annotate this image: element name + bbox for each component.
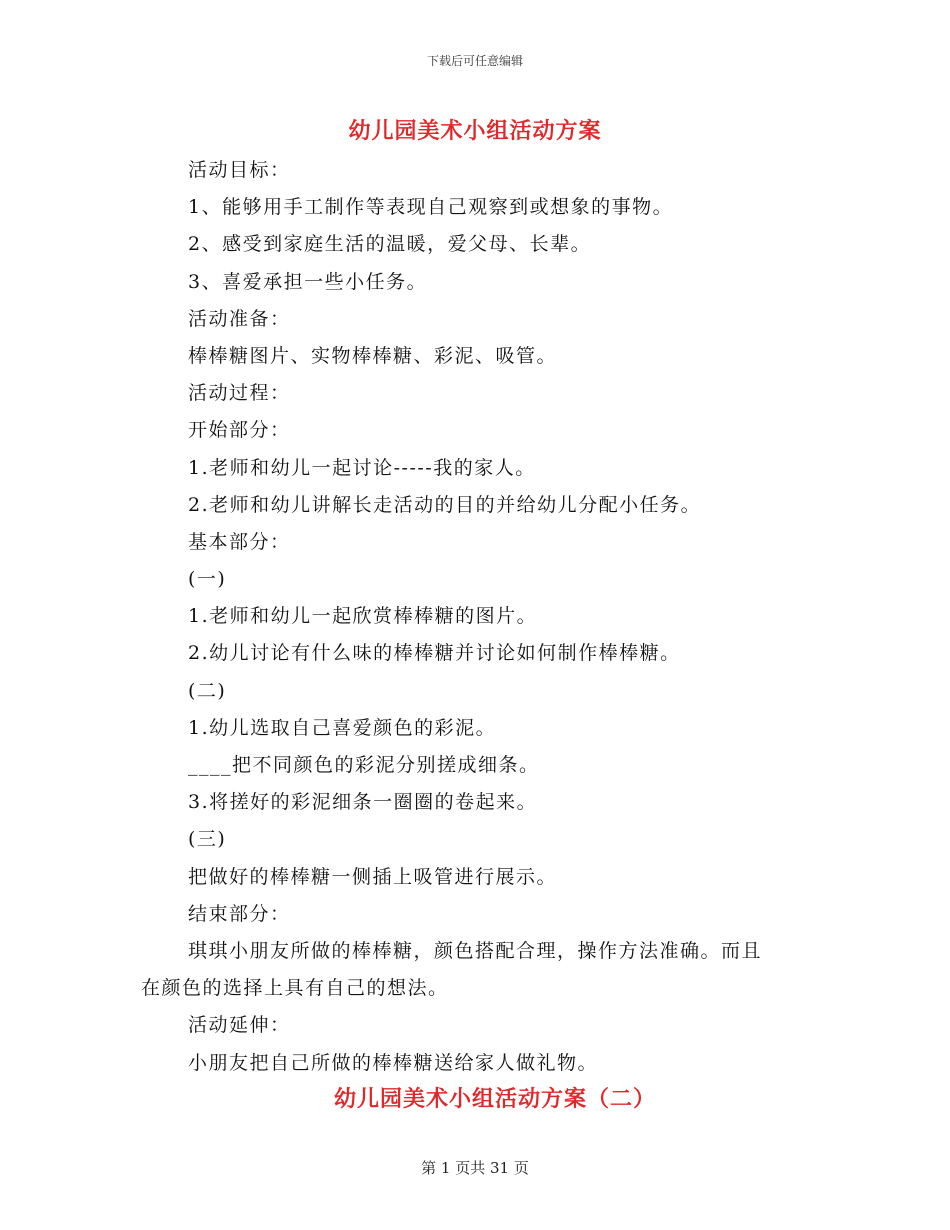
- goal-item-2: 2、感受到家庭生活的温暖，爱父母、长辈。: [188, 233, 592, 256]
- goal-item-3: 3、喜爱承担一些小任务。: [188, 270, 428, 293]
- extension-text: 小朋友把自己所做的棒棒糖送给家人做礼物。: [188, 1051, 599, 1074]
- part-three-label: (三): [188, 828, 227, 851]
- section-heading-extension: 活动延伸：: [188, 1014, 291, 1037]
- subheading-start: 开始部分：: [188, 419, 291, 442]
- part-one-item-2: 2.幼儿讨论有什么味的棒棒糖并讨论如何制作棒棒糖。: [188, 642, 681, 665]
- subheading-basic: 基本部分：: [188, 530, 291, 553]
- part-one-item-1: 1.老师和幼儿一起欣赏棒棒糖的图片。: [188, 605, 538, 628]
- part-two-item-2: ____把不同颜色的彩泥分别搓成细条。: [188, 754, 540, 776]
- section-heading-goals: 活动目标：: [188, 159, 291, 181]
- goal-item-1: 1、能够用手工制作等表现自己观察到或想象的事物。: [188, 196, 674, 219]
- part-two-item-3: 3.将搓好的彩泥细条一圈圈的卷起来。: [188, 791, 538, 814]
- start-item-1: 1.老师和幼儿一起讨论-----我的家人。: [188, 456, 536, 479]
- end-paragraph-line-1: 琪琪小朋友所做的棒棒糖，颜色搭配合理，操作方法准确。而且: [188, 939, 763, 962]
- start-item-2: 2.老师和幼儿讲解长走活动的目的并给幼儿分配小任务。: [188, 493, 702, 516]
- document-body: [141, 152, 811, 1082]
- part-two-label: (二): [188, 679, 227, 702]
- part-two-item-1: 1.幼儿选取自己喜爱颜色的彩泥。: [188, 716, 497, 739]
- subheading-end: 结束部分：: [188, 902, 291, 925]
- part-one-label: (一): [188, 568, 227, 591]
- section-heading-process: 活动过程：: [188, 382, 291, 405]
- page-header-note: 下载后可任意编辑: [426, 54, 523, 68]
- section-heading-preparation: 活动准备：: [188, 307, 291, 330]
- end-paragraph-line-2: 在颜色的选择上具有自己的想法。: [141, 977, 449, 1000]
- part-three-text: 把做好的棒棒糖一侧插上吸管进行展示。: [188, 865, 558, 888]
- second-document-title: 幼儿园美术小组活动方案（二）: [333, 1086, 656, 1112]
- preparation-text: 棒棒糖图片、实物棒棒糖、彩泥、吸管。: [188, 344, 558, 367]
- document-title: 幼儿园美术小组活动方案: [348, 118, 602, 144]
- page-number-footer: 第 1 页共 31 页: [421, 1159, 529, 1177]
